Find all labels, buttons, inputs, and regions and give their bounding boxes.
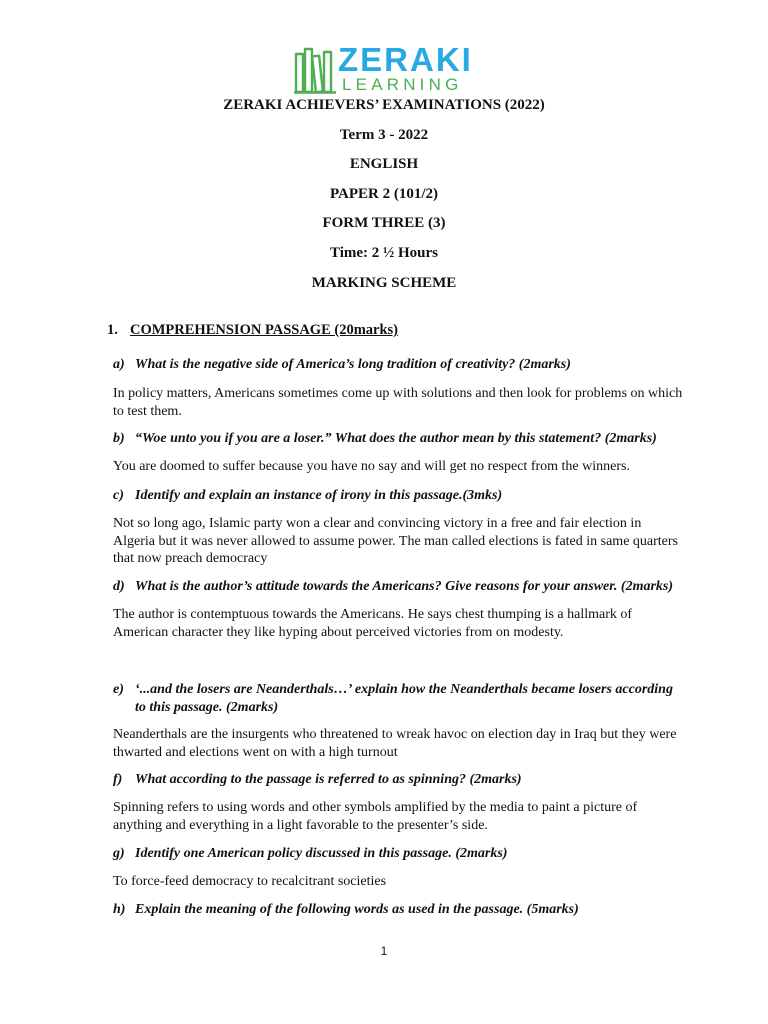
question-label: d) [113,579,125,594]
question-label: g) [113,846,125,861]
answer-b: You are doomed to suffer because you have no say and will get no respect from the winners. [113,459,630,474]
question-label: f) [113,772,123,787]
answer-g: To force-feed democracy to recalcitrant societies [113,874,387,889]
question-text: Explain the meaning of the following words as used in the passage. (5marks) [135,902,579,917]
question-e [113,681,683,717]
exam-title: ZERAKI ACHIEVERS’ EXAMINATIONS (2022) [223,97,545,113]
books-icon [294,46,336,94]
logo-subtitle: LEARNING [342,75,463,94]
question-text: Identify one American policy discussed in this passage. (2marks) [135,846,508,861]
question-a [113,356,683,374]
question-h [113,901,683,919]
question-g [113,845,683,863]
zeraki-logo [294,41,484,96]
question-label: c) [113,488,124,503]
exam-time: Time: 2 ½ Hours [329,245,439,261]
question-label: b) [113,431,125,446]
question-text-continued: to this passage. (2marks) [135,700,279,715]
marking-scheme-heading: MARKING SCHEME [311,275,457,291]
question-c [113,487,683,505]
question-label: e) [113,682,124,697]
section-number: 1. [107,322,118,338]
answer-e: Neanderthals are the insurgents who threatened to wreak havoc on election day in Iraq but they were thwarted and elections went on with a high turnout [113,727,677,760]
question-text: What is the author’s attitude towards the Americans? Give reasons for your answer. (2marks) [135,579,674,594]
answer-d: The author is contemptuous towards the Americans. He says chest thumping is a hallmark of American character they like hyping about perceived victories from on modesty. [113,607,633,640]
question-text: What is the negative side of America’s long tradition of creativity? (2marks) [135,357,571,372]
question-label: h) [113,902,126,917]
section-title: COMPREHENSION PASSAGE (20marks) [130,322,398,338]
logo-wordmark: ZERAKI [338,41,473,78]
question-text: What according to the passage is referred to as spinning? (2marks) [135,772,522,787]
section-heading [107,321,398,339]
exam-subject: ENGLISH [349,156,419,172]
question-text: ‘...and the losers are Neanderthals…’ explain how the Neanderthals became losers according [135,682,673,697]
answer-a: In policy matters, Americans sometimes come up with solutions and then look for problems on which to test them. [113,386,683,419]
question-b [113,430,683,448]
question-label: a) [113,357,125,372]
question-d [113,578,683,596]
exam-form: FORM THREE (3) [322,215,446,231]
answer-f: Spinning refers to using words and other symbols amplified by the media to paint a picture of anything and everything in a light favorable to the presenter’s side. [113,800,638,833]
page-number: 1 [380,944,388,958]
exam-paper: PAPER 2 (101/2) [329,186,439,202]
question-f [113,771,683,789]
exam-term: Term 3 - 2022 [339,127,429,143]
answer-c: Not so long ago, Islamic party won a clear and convincing victory in a free and fair election in Algeria but it was never allowed to assume power. The man called elections is fated in same quarters that now preach democracy [113,516,679,566]
question-text: Identify and explain an instance of irony in this passage.(3mks) [135,488,503,503]
question-text: “Woe unto you if you are a loser.” What does the author mean by this statement? (2marks) [135,431,657,446]
